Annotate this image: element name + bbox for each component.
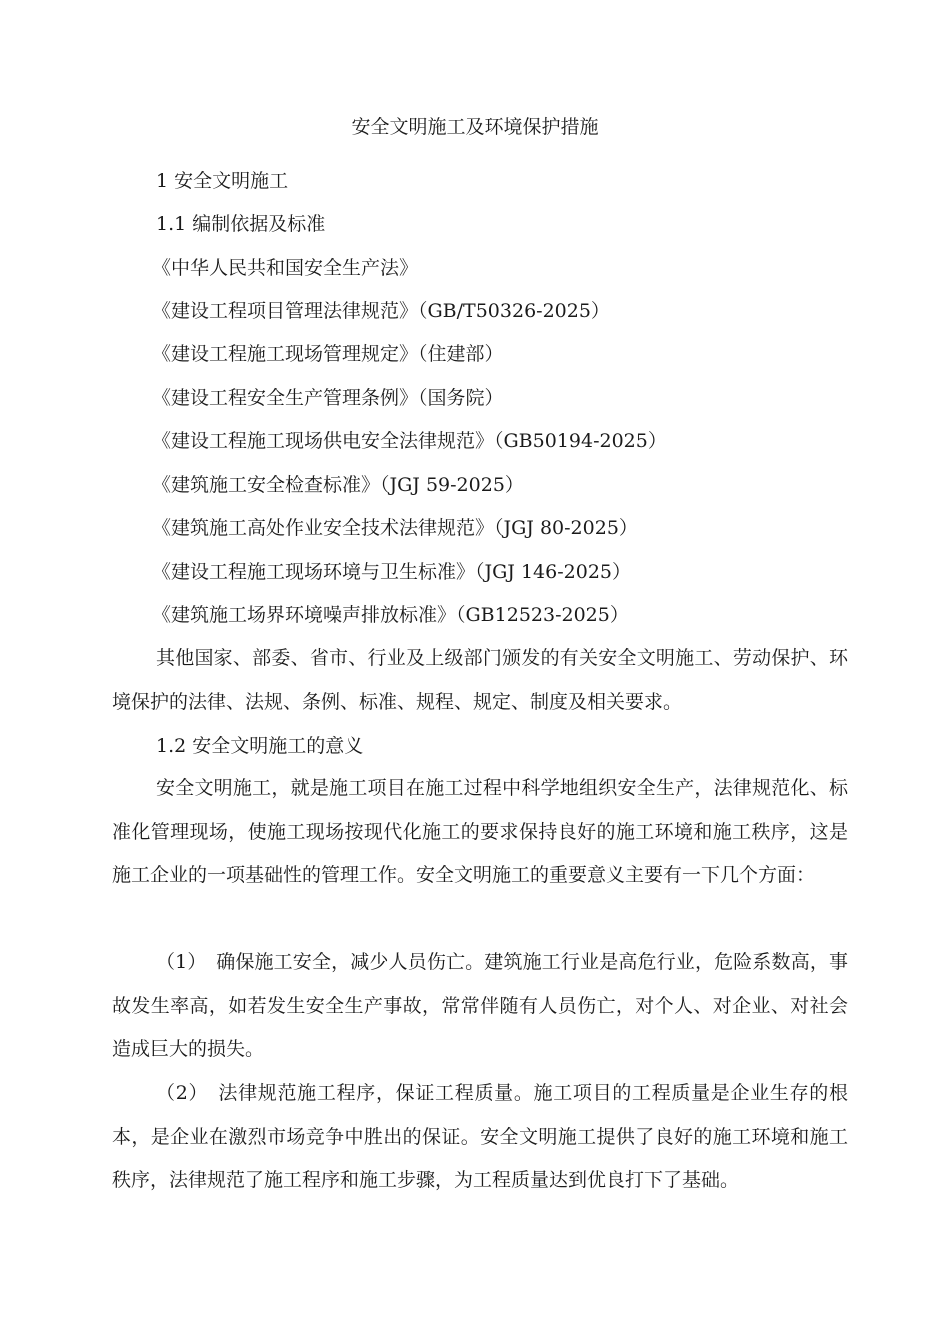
section-heading-1-2: 1.2 安全文明施工的意义 bbox=[156, 735, 364, 757]
reference-item: 《建设工程项目管理法律规范》（GB/T50326-2025） bbox=[152, 300, 610, 322]
reference-item: 《建筑施工高处作业安全技术法律规范》（JGJ 80-2025） bbox=[152, 517, 638, 539]
section-heading-1: 1 安全文明施工 bbox=[156, 170, 289, 192]
point-1-paragraph: （1） 确保施工安全，减少人员伤亡。建筑施工行业是高危行业，危险系数高，事故发生率高，如若发生安全生产事故，常常伴随有人员伤亡，对个人、对企业、对社会造成巨大的损失。 bbox=[112, 951, 848, 1060]
section-heading-1-1: 1.1 编制依据及标准 bbox=[156, 213, 326, 235]
reference-item: 《建筑施工场界环境噪声排放标准》（GB12523-2025） bbox=[152, 604, 629, 626]
reference-item: 《建设工程安全生产管理条例》（国务院） bbox=[152, 387, 504, 409]
significance-paragraph: 安全文明施工，就是施工项目在施工过程中科学地组织安全生产，法律规范化、标准化管理现场，使施工现场按现代化施工的要求保持良好的施工环境和施工秩序，这是施工企业的一项基础性的管理工作。安全文明施工的重要意义主要有一下几个方面： bbox=[112, 777, 848, 886]
document-title: 安全文明施工及环境保护措施 bbox=[351, 116, 599, 138]
reference-item: 《建设工程施工现场管理规定》（住建部） bbox=[152, 343, 504, 365]
reference-item: 《建设工程施工现场环境与卫生标准》（JGJ 146-2025） bbox=[152, 561, 631, 583]
other-regulations-paragraph: 其他国家、部委、省市、行业及上级部门颁发的有关安全文明施工、劳动保护、环境保护的法律、法规、条例、标准、规程、规定、制度及相关要求。 bbox=[112, 647, 848, 713]
reference-item: 《建设工程施工现场供电安全法律规范》（GB50194-2025） bbox=[152, 430, 667, 452]
reference-item: 《中华人民共和国安全生产法》 bbox=[152, 257, 419, 279]
reference-item: 《建筑施工安全检查标准》（JGJ 59-2025） bbox=[152, 474, 524, 496]
point-2-paragraph: （2） 法律规范施工程序，保证工程质量。施工项目的工程质量是企业生存的根本，是企业在激烈市场竞争中胜出的保证。安全文明施工提供了良好的施工环境和施工秩序，法律规范了施工程序和施工步骤，为工程质量达到优良打下了基础。 bbox=[112, 1082, 848, 1191]
